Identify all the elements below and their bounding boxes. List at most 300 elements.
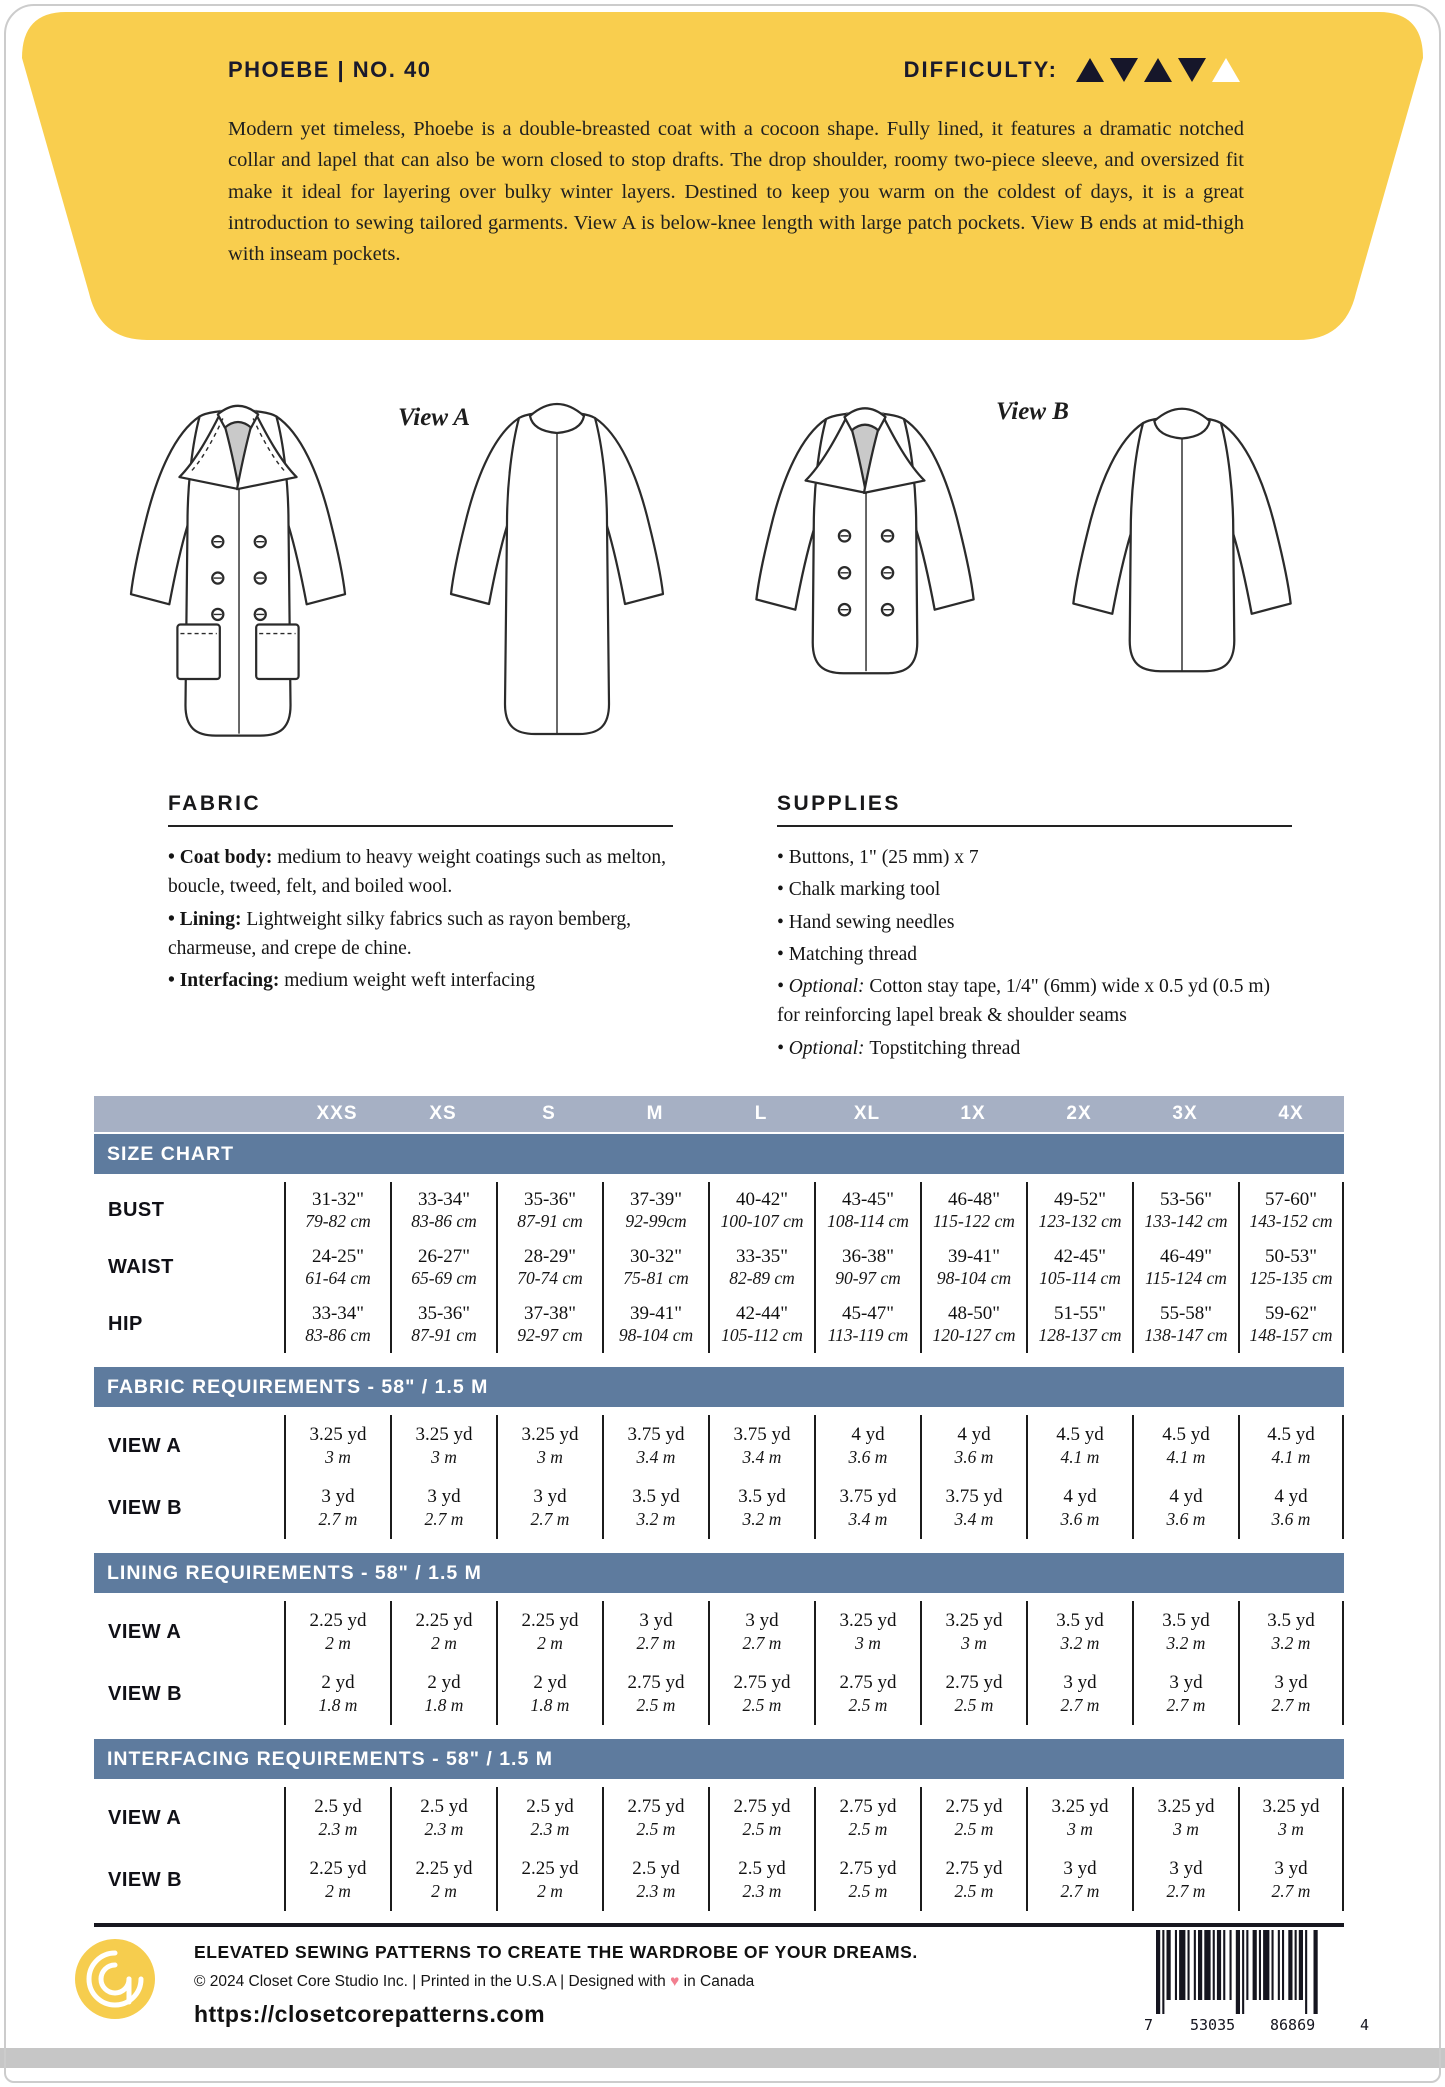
supplies-list [777,843,1292,1063]
cell-imperial: 40-42" [735,1188,789,1210]
cell-metric: 4.1 m [1271,1446,1311,1467]
cell-imperial: 4 yd [851,1424,885,1446]
cell-metric: 2 m [325,1632,351,1653]
cell-imperial: 2.75 yd [839,1796,897,1818]
table-cell [920,1477,1026,1539]
table-row [94,1663,1344,1725]
row-label: VIEW B [108,1496,183,1519]
cell-imperial: 2.75 yd [945,1672,1003,1694]
barcode-digit: 53035 [1190,2016,1236,2034]
table-row [94,1477,1344,1539]
size-header-cell: XL [853,1103,881,1124]
row-label: VIEW B [108,1868,183,1891]
size-header-cell: 3X [1172,1103,1198,1124]
cell-imperial: 2.75 yd [733,1672,791,1694]
table-cell [920,1849,1026,1911]
table-row [94,1296,1344,1353]
cell-imperial: 33-34" [311,1302,365,1324]
table-cell [390,1415,496,1477]
table-cell [1132,1182,1238,1239]
footer-copyright [194,1973,918,1991]
size-header-cell: 4X [1278,1103,1304,1124]
fabric-item-text: medium to heavy weight coatings such as melton, boucle, tweed, felt, and boiled wool. [168,847,667,898]
cell-metric: 3.6 m [954,1446,994,1467]
cell-metric: 61-64 cm [305,1268,371,1289]
cell-metric: 92-99cm [625,1211,687,1232]
fabric-item [168,905,673,964]
cell-metric: 2.3 m [742,1880,782,1901]
barcode-digit: 4 [1360,2016,1370,2034]
table-cell [1132,1239,1238,1296]
cell-imperial: 4 yd [957,1424,991,1446]
cell-metric: 2.5 m [848,1880,888,1901]
footer [74,1938,1374,2034]
cell-metric: 148-157 cm [1249,1325,1333,1346]
cell-imperial: 2.75 yd [945,1796,1003,1818]
table-cell [602,1415,708,1477]
cell-imperial: 2.75 yd [839,1858,897,1880]
section-rows-interfacing_req [94,1779,1344,1923]
table-cell [496,1182,602,1239]
table-cell [1026,1415,1132,1477]
cell-imperial: 42-45" [1053,1245,1107,1267]
cell-metric: 3.6 m [848,1446,888,1467]
table-cell [602,1239,708,1296]
table-cell [1026,1239,1132,1296]
cell-metric: 2.7 m [1166,1694,1206,1715]
page-title: PHOEBE | NO. 40 [228,57,432,82]
table-cell [1026,1296,1132,1353]
cell-imperial: 4.5 yd [1267,1424,1315,1446]
table-cell [708,1663,814,1725]
cell-metric: 3.2 m [636,1508,676,1529]
section-band-size_table: SIZE CHART [94,1134,1344,1174]
cell-metric: 105-114 cm [1039,1268,1121,1289]
table-cell [708,1415,814,1477]
table-cell [814,1849,920,1911]
table-cell [602,1296,708,1353]
cell-imperial: 30-32" [629,1245,683,1267]
cell-imperial: 48-50" [947,1302,1001,1324]
cell-metric: 2.7 m [318,1508,358,1529]
cell-imperial: 2.5 yd [314,1796,362,1818]
section-band-interfacing_req: INTERFACING REQUIREMENTS - 58" / 1.5 M [94,1739,1344,1779]
cell-imperial: 3.5 yd [1056,1610,1104,1632]
cell-metric: 3 m [1067,1818,1093,1839]
cell-metric: 3.6 m [1166,1508,1206,1529]
supplies-item-text: Topstitching thread [869,1037,1021,1059]
cell-imperial: 3.25 yd [309,1424,367,1446]
fabric-section [168,792,673,1066]
table-cell [284,1415,390,1477]
cell-metric: 2.7 m [1166,1880,1206,1901]
table-cell [390,1477,496,1539]
table-cell [1238,1787,1344,1849]
table-cell [496,1663,602,1725]
cell-imperial: 2.75 yd [627,1796,685,1818]
row-label: HIP [108,1313,143,1335]
table-cell [920,1601,1026,1663]
table-cell [1238,1663,1344,1725]
cell-imperial: 50-53" [1264,1245,1318,1267]
table-cell [1026,1787,1132,1849]
view-b-back-drawing [1056,378,1308,704]
cell-imperial: 3.5 yd [738,1486,786,1508]
cell-imperial: 2 yd [321,1672,355,1694]
table-row [94,1182,1344,1239]
cell-metric: 2.3 m [424,1818,464,1839]
size-header-cell: S [542,1103,556,1124]
table-cell [920,1787,1026,1849]
table-cell [602,1601,708,1663]
section-band-fabric_req: FABRIC REQUIREMENTS - 58" / 1.5 M [94,1367,1344,1407]
cell-imperial: 4 yd [1063,1486,1097,1508]
cell-metric: 87-91 cm [517,1211,583,1232]
table-cell [1132,1601,1238,1663]
table-row [94,1849,1344,1911]
cell-imperial: 35-36" [417,1302,471,1324]
size-header-cell: M [646,1103,664,1124]
cell-metric: 92-97 cm [517,1325,583,1346]
table-cell [602,1787,708,1849]
cell-imperial: 2 yd [427,1672,461,1694]
cell-imperial: 3 yd [1274,1858,1308,1880]
section-rows-fabric_req [94,1407,1344,1551]
cell-imperial: 3.25 yd [839,1610,897,1632]
table-cell [1132,1787,1238,1849]
cell-imperial: 39-41" [629,1302,683,1324]
cell-metric: 1.8 m [530,1694,570,1715]
cell-imperial: 45-47" [841,1302,895,1324]
cell-imperial: 3.25 yd [521,1424,579,1446]
technical-drawings [0,372,1445,787]
table-cell [390,1787,496,1849]
envelope-bottom-strip [0,2048,1445,2068]
cell-imperial: 53-56" [1159,1188,1213,1210]
cell-imperial: 3.25 yd [945,1610,1003,1632]
table-cell [496,1849,602,1911]
cell-metric: 3.2 m [1166,1632,1206,1653]
barcode [1142,1930,1374,2040]
cell-metric: 2 m [537,1880,563,1901]
cell-metric: 2 m [325,1880,351,1901]
table-cell [1026,1182,1132,1239]
cell-imperial: 3 yd [1063,1672,1097,1694]
cell-imperial: 36-38" [841,1245,895,1267]
cell-imperial: 31-32" [311,1188,365,1210]
flap-header [228,56,1244,271]
table-cell [284,1663,390,1725]
size-header-cell: 2X [1066,1103,1092,1124]
cell-imperial: 3 yd [1169,1672,1203,1694]
table-cell [284,1239,390,1296]
cell-metric: 2.5 m [636,1818,676,1839]
cell-metric: 2.3 m [636,1880,676,1901]
cell-metric: 2.7 m [1060,1880,1100,1901]
cell-metric: 2.5 m [742,1694,782,1715]
table-cell [496,1601,602,1663]
table-cell [1132,1415,1238,1477]
cell-metric: 3.2 m [1060,1632,1100,1653]
difficulty-triangles-icon [1076,56,1244,84]
cell-metric: 3.4 m [954,1508,994,1529]
cell-metric: 2.5 m [848,1818,888,1839]
table-cell [1238,1296,1344,1353]
cell-imperial: 3 yd [533,1486,567,1508]
table-cell [496,1787,602,1849]
cell-metric: 65-69 cm [411,1268,477,1289]
supplies-item-text: Cotton stay tape, 1/4" (6mm) wide x 0.5 yd (0.5 m) for reinforcing lapel break & shoulder seams [777,976,1271,1027]
table-cell [602,1182,708,1239]
table-cell [496,1296,602,1353]
table-cell [390,1182,496,1239]
difficulty-rating [904,56,1244,84]
cell-metric: 90-97 cm [835,1268,901,1289]
cell-metric: 123-132 cm [1038,1211,1122,1232]
supplies-item [777,843,1292,872]
cell-imperial: 3.25 yd [1051,1796,1109,1818]
cell-metric: 87-91 cm [411,1325,477,1346]
heart-icon: ♥ [670,1973,680,1990]
cell-imperial: 2.5 yd [420,1796,468,1818]
footer-tagline: ELEVATED SEWING PATTERNS TO CREATE THE WARDROBE OF YOUR DREAMS. [194,1942,918,1962]
cell-metric: 3.4 m [742,1446,782,1467]
cell-imperial: 2.75 yd [839,1672,897,1694]
fabric-item-label: • Interfacing: [168,970,285,991]
supplies-section [777,792,1292,1066]
supplies-item [777,875,1292,904]
cell-imperial: 3.25 yd [1262,1796,1320,1818]
table-cell [284,1787,390,1849]
cell-metric: 3 m [537,1446,563,1467]
cell-metric: 82-89 cm [729,1268,795,1289]
cell-imperial: 2.25 yd [309,1858,367,1880]
supplies-heading: SUPPLIES [777,792,1292,827]
fabric-item [168,966,673,995]
cell-imperial: 3.5 yd [632,1486,680,1508]
table-cell [390,1663,496,1725]
table-cell [284,1182,390,1239]
table-cell [920,1415,1026,1477]
supplies-item-text: • Chalk marking tool [777,879,941,901]
copyright-country: in Canada [683,1973,755,1990]
table-row [94,1415,1344,1477]
cell-metric: 3 m [1278,1818,1304,1839]
supplies-item [777,972,1292,1031]
cell-metric: 2 m [537,1632,563,1653]
cell-metric: 2 m [431,1632,457,1653]
cell-metric: 125-135 cm [1249,1268,1333,1289]
table-cell [708,1787,814,1849]
cell-metric: 113-119 cm [827,1325,909,1346]
cell-metric: 2.5 m [954,1818,994,1839]
table-cell [920,1182,1026,1239]
cell-metric: 3 m [961,1632,987,1653]
cell-metric: 108-114 cm [827,1211,909,1232]
cell-metric: 3.2 m [742,1508,782,1529]
table-cell [1238,1182,1344,1239]
cell-imperial: 33-34" [417,1188,471,1210]
section-rows-size_table [94,1174,1344,1365]
supplies-item-text: • Buttons, 1" (25 mm) x 7 [777,847,979,868]
cell-imperial: 57-60" [1264,1188,1318,1210]
table-cell [1026,1601,1132,1663]
size-header-row [94,1096,1344,1132]
table-cell [920,1239,1026,1296]
materials-info [168,792,1292,1066]
cell-imperial: 55-58" [1159,1302,1213,1324]
row-label: VIEW A [108,1620,182,1643]
cell-metric: 143-152 cm [1249,1211,1333,1232]
cell-imperial: 3 yd [745,1610,779,1632]
cell-metric: 98-104 cm [936,1268,1012,1289]
cell-imperial: 2.75 yd [627,1672,685,1694]
cell-imperial: 3.25 yd [415,1424,473,1446]
measurement-tables [94,1096,1344,1927]
table-cell [1238,1239,1344,1296]
table-cell [708,1239,814,1296]
table-cell [390,1239,496,1296]
cell-metric: 2.5 m [848,1694,888,1715]
table-cell [284,1477,390,1539]
cell-imperial: 43-45" [841,1188,895,1210]
cell-imperial: 3.75 yd [945,1486,1003,1508]
table-cell [496,1415,602,1477]
cell-imperial: 2 yd [533,1672,567,1694]
supplies-item [777,908,1292,937]
cell-imperial: 3.25 yd [1157,1796,1215,1818]
cell-imperial: 3 yd [1274,1672,1308,1694]
row-label: WAIST [108,1256,174,1278]
table-cell [814,1787,920,1849]
cell-metric: 133-142 cm [1144,1211,1228,1232]
table-cell [814,1477,920,1539]
cell-imperial: 4.5 yd [1162,1424,1210,1446]
cell-imperial: 3.5 yd [1162,1610,1210,1632]
table-cell [284,1849,390,1911]
table-cell [1238,1601,1344,1663]
cell-imperial: 3.75 yd [839,1486,897,1508]
cell-imperial: 42-44" [735,1302,789,1324]
table-cell [1238,1415,1344,1477]
table-cell [1026,1849,1132,1911]
cell-imperial: 3 yd [639,1610,673,1632]
table-row [94,1239,1344,1296]
cell-metric: 98-104 cm [618,1325,694,1346]
cell-metric: 2.7 m [530,1508,570,1529]
cell-imperial: 46-49" [1159,1245,1213,1267]
table-cell [1132,1296,1238,1353]
cell-metric: 2.7 m [1271,1880,1311,1901]
cell-metric: 2.7 m [636,1632,676,1653]
cell-imperial: 49-52" [1053,1188,1107,1210]
cell-imperial: 3.75 yd [733,1424,791,1446]
barcode-digit: 7 [1144,2016,1154,2034]
cell-imperial: 2.25 yd [415,1858,473,1880]
cell-metric: 4.1 m [1166,1446,1206,1467]
cell-metric: 115-124 cm [1145,1268,1227,1289]
cell-imperial: 4 yd [1169,1486,1203,1508]
table-cell [1238,1477,1344,1539]
website-url: https://closetcorepatterns.com [194,2001,546,2027]
cell-metric: 2.5 m [954,1880,994,1901]
cell-imperial: 3 yd [321,1486,355,1508]
pattern-description: Modern yet timeless, Phoebe is a double-breasted coat with a cocoon shape. Fully lined, it features a dramatic notched collar and lapel that can also be worn closed to stop drafts. The drop shoulder, roomy two-piece sleeve, and oversized fit make it ideal for layering over bulky winter layers. Destined to keep you warm on the coldest of days, it is a great introduction to sewing tailored garments. View A is below-knee length with large patch pockets. View B ends at mid-thigh with inseam pockets. [228,118,1244,266]
cell-metric: 4.1 m [1060,1446,1100,1467]
table-row [94,1601,1344,1663]
table-cell [390,1849,496,1911]
table-cell [1132,1477,1238,1539]
cell-metric: 1.8 m [424,1694,464,1715]
cell-imperial: 2.25 yd [521,1610,579,1632]
table-cell [920,1663,1026,1725]
footer-text [194,1938,918,2028]
cell-metric: 2.5 m [636,1694,676,1715]
cell-metric: 3 m [855,1632,881,1653]
table-cell [708,1477,814,1539]
table-cell [708,1849,814,1911]
table-cell [920,1296,1026,1353]
cell-metric: 2.5 m [954,1694,994,1715]
cell-metric: 2.7 m [1271,1694,1311,1715]
cell-metric: 2.7 m [742,1632,782,1653]
cell-metric: 105-112 cm [721,1325,803,1346]
supplies-item [777,940,1292,969]
cell-metric: 2.3 m [318,1818,358,1839]
table-cell [496,1239,602,1296]
table-cell [814,1296,920,1353]
cell-metric: 138-147 cm [1144,1325,1228,1346]
difficulty-label: DIFFICULTY: [903,57,1058,82]
cell-metric: 3 m [325,1446,351,1467]
cell-imperial: 37-39" [629,1188,683,1210]
cell-imperial: 3.5 yd [1267,1610,1315,1632]
table-cell [814,1239,920,1296]
table-cell [602,1663,708,1725]
copyright-text: © 2024 Closet Core Studio Inc. | Printed in the U.S.A | Designed with [194,1973,666,1990]
supplies-item [777,1034,1292,1063]
table-cell [602,1477,708,1539]
cell-imperial: 3 yd [427,1486,461,1508]
cell-imperial: 2.5 yd [632,1858,680,1880]
cell-imperial: 33-35" [735,1245,789,1267]
fabric-item-text: medium weight weft interfacing [284,970,535,991]
cell-imperial: 2.25 yd [309,1610,367,1632]
section-rows-lining_req [94,1593,1344,1737]
cell-imperial: 4.5 yd [1056,1424,1104,1446]
table-cell [1026,1663,1132,1725]
cell-metric: 83-86 cm [305,1325,371,1346]
cell-metric: 1.8 m [318,1694,358,1715]
table-cell [708,1601,814,1663]
cell-metric: 70-74 cm [517,1268,583,1289]
cell-metric: 3.4 m [848,1508,888,1529]
table-cell [814,1663,920,1725]
fabric-item-text: Lightweight silky fabrics such as rayon bemberg, charmeuse, and crepe de chine. [168,908,632,959]
supplies-item-text: • Matching thread [777,943,918,965]
row-label: VIEW A [108,1434,182,1457]
row-label: BUST [108,1199,165,1221]
cell-metric: 120-127 cm [932,1325,1016,1346]
cell-metric: 2.3 m [530,1818,570,1839]
cell-imperial: 2.75 yd [945,1858,1003,1880]
cell-imperial: 2.5 yd [738,1858,786,1880]
cell-imperial: 37-38" [523,1302,577,1324]
view-b-front-drawing [742,374,988,706]
cell-imperial: 4 yd [1274,1486,1308,1508]
cell-metric: 115-122 cm [933,1211,1015,1232]
cell-imperial: 2.25 yd [521,1858,579,1880]
